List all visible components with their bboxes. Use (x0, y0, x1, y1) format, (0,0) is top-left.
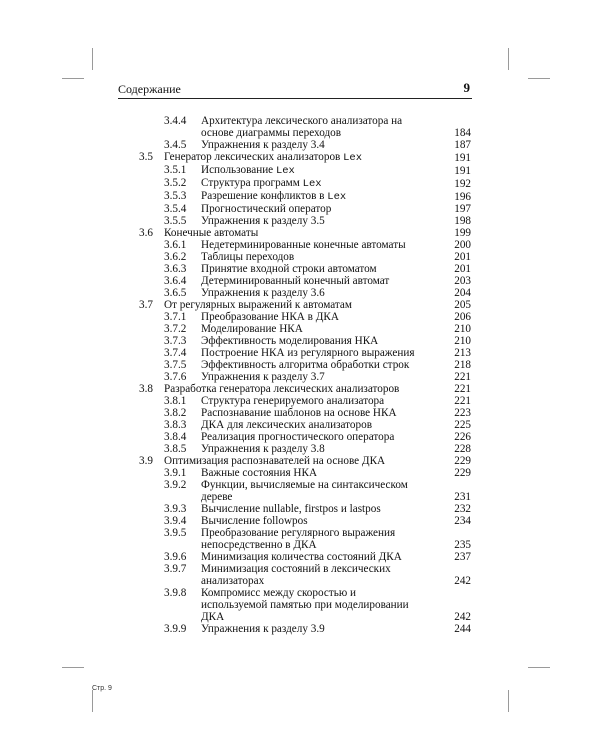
toc-entry-page: 235 (454, 539, 471, 551)
toc-entry-title-text: От регулярных выражений к автоматам (164, 299, 352, 311)
toc-entry-page: 225 (454, 419, 471, 431)
toc-subsection-entry (118, 190, 472, 203)
toc-entry-title (201, 287, 472, 299)
toc-entry-page: 199 (454, 227, 471, 239)
toc-entry-title (164, 151, 472, 164)
toc-entry-page: 229 (454, 455, 471, 467)
toc-entry-title-text: Преобразование НКА в ДКА (201, 311, 339, 323)
toc-entry-title-text: Недетерминированные конечные автоматы (201, 239, 406, 251)
toc-entry-page: 223 (454, 407, 471, 419)
toc-subsection-entry (118, 527, 472, 551)
toc-subsection-entry (118, 479, 472, 503)
toc-entry-title (201, 251, 472, 263)
toc-entry-title-text: Минимизация состояний в лексических анализаторах (201, 563, 391, 587)
toc-subsection-entry (118, 287, 472, 299)
toc-entry-number: 3.5.2 (164, 177, 187, 189)
crop-mark-left-lower (62, 667, 84, 668)
toc-entry-title (164, 383, 472, 395)
toc-entry-page: 210 (454, 335, 471, 347)
toc-entry-page: 191 (454, 152, 471, 164)
toc-entry-number: 3.9.5 (164, 527, 187, 539)
toc-entry-title (201, 587, 472, 623)
toc-entry-number: 3.9.4 (164, 515, 187, 527)
toc-entry-title (201, 335, 472, 347)
crop-mark-bottom-left (92, 690, 93, 712)
toc-entry-title (201, 215, 472, 227)
toc-subsection-entry (118, 239, 472, 251)
toc-entry-title-text: ДКА для лексических анализаторов (201, 419, 372, 431)
toc-entry-title-text: Упражнения к разделу 3.5 (201, 215, 325, 227)
toc-entry-title-text: Минимизация количества состояний ДКА (201, 551, 402, 563)
toc-entry-title (201, 563, 472, 587)
toc-entry-page: 184 (454, 127, 471, 139)
toc-entry-page: 221 (454, 371, 471, 383)
toc-entry-title (201, 515, 472, 527)
toc-entry-title-text: Оптимизация распознавателей на основе ДКА (164, 455, 386, 467)
toc-entry-number: 3.4.5 (164, 139, 187, 151)
toc-entry-title-text: Упражнения к разделу 3.7 (201, 371, 325, 383)
toc-entry-page: 197 (454, 203, 471, 215)
toc-entry-title (201, 431, 472, 443)
toc-entry-number: 3.6.5 (164, 287, 187, 299)
toc-entry-title (201, 177, 472, 190)
crop-mark-bottom-right (508, 690, 509, 712)
toc-entry-title (164, 455, 472, 467)
toc-entry-title (201, 311, 472, 323)
toc-subsection-entry (118, 335, 472, 347)
toc-entry-title (201, 275, 472, 287)
toc-entry-number: 3.9.3 (164, 503, 187, 515)
toc-entry-number: 3.9.2 (164, 479, 187, 491)
toc-entry-title-text: Прогностический оператор (201, 203, 332, 215)
toc-entry-page: 204 (454, 287, 471, 299)
toc-subsection-entry (118, 347, 472, 359)
toc-entry-title-text: Компромисс между скоростью и используемой памятью при моделировании ДКА (201, 587, 409, 623)
toc-subsection-entry (118, 371, 472, 383)
toc-entry-title-text: Структура программ (201, 177, 303, 189)
table-of-contents (118, 115, 472, 635)
toc-entry-code: Lex (275, 165, 295, 177)
toc-entry-page: 218 (454, 359, 471, 371)
toc-entry-page: 232 (454, 503, 471, 515)
toc-entry-code: Lex (327, 191, 347, 203)
toc-subsection-entry (118, 323, 472, 335)
toc-entry-title-text: Принятие входной строки автоматом (201, 263, 377, 275)
toc-subsection-entry (118, 623, 472, 635)
header-rule (118, 98, 472, 99)
toc-entry-title (201, 467, 472, 479)
toc-entry-title (201, 395, 472, 407)
crop-mark-top-left (92, 48, 93, 70)
toc-entry-title-text: Распознавание шаблонов на основе НКА (201, 407, 397, 419)
toc-entry-page: 237 (454, 551, 471, 563)
crop-mark-right-upper (528, 78, 550, 79)
toc-entry-title-text: Построение НКА из регулярного выражения (201, 347, 415, 359)
toc-entry-page: 191 (454, 165, 471, 177)
toc-section-entry (118, 299, 472, 311)
toc-entry-number: 3.7 (139, 299, 153, 311)
toc-entry-title (201, 419, 472, 431)
toc-entry-title (164, 227, 472, 239)
toc-entry-page: 226 (454, 431, 471, 443)
toc-subsection-entry (118, 395, 472, 407)
toc-subsection-entry (118, 115, 472, 139)
toc-subsection-entry (118, 407, 472, 419)
toc-entry-page: 242 (454, 575, 471, 587)
running-header (118, 80, 472, 98)
toc-entry-title-text: Использование (201, 164, 276, 176)
toc-entry-title-text: Таблицы переходов (201, 251, 295, 263)
toc-entry-number: 3.9.9 (164, 623, 187, 635)
toc-entry-page: 231 (454, 491, 471, 503)
toc-subsection-entry (118, 431, 472, 443)
toc-entry-title-text: Упражнения к разделу 3.9 (201, 623, 325, 635)
toc-entry-code: Lex (302, 178, 322, 190)
toc-entry-title (201, 407, 472, 419)
toc-entry-title (201, 139, 472, 151)
toc-entry-title (201, 347, 472, 359)
toc-entry-page: 206 (454, 311, 471, 323)
toc-entry-title-text: Упражнения к разделу 3.4 (201, 139, 325, 151)
toc-entry-title-text: Упражнения к разделу 3.8 (201, 443, 325, 455)
toc-entry-number: 3.5.3 (164, 190, 187, 202)
toc-entry-page: 201 (454, 251, 471, 263)
toc-entry-title (201, 239, 472, 251)
toc-entry-title-text: Вычисление followpos (201, 515, 308, 527)
toc-subsection-entry (118, 263, 472, 275)
toc-entry-title (201, 203, 472, 215)
toc-entry-title (201, 164, 472, 177)
toc-entry-code: Lex (343, 152, 363, 164)
toc-entry-number: 3.8.5 (164, 443, 187, 455)
toc-entry-title-text: Преобразование регулярного выражения непосредственно в ДКА (201, 527, 396, 551)
toc-subsection-entry (118, 587, 472, 623)
toc-subsection-entry (118, 443, 472, 455)
toc-entry-title (201, 623, 472, 635)
toc-entry-number: 3.7.6 (164, 371, 187, 383)
toc-entry-number: 3.5.1 (164, 164, 187, 176)
toc-entry-page: 244 (454, 623, 471, 635)
toc-subsection-entry (118, 275, 472, 287)
toc-section-entry (118, 455, 472, 467)
crop-mark-left-upper (62, 78, 84, 79)
toc-section-entry (118, 151, 472, 164)
toc-entry-title (201, 479, 472, 503)
toc-subsection-entry (118, 551, 472, 563)
toc-entry-page: 210 (454, 323, 471, 335)
toc-entry-page: 228 (454, 443, 471, 455)
toc-subsection-entry (118, 139, 472, 151)
toc-subsection-entry (118, 164, 472, 177)
toc-entry-page: 198 (454, 215, 471, 227)
toc-entry-page: 187 (454, 139, 471, 151)
footer-page-label: Стр. 9 (92, 685, 112, 692)
toc-entry-title-text: Упражнения к разделу 3.6 (201, 287, 325, 299)
toc-subsection-entry (118, 251, 472, 263)
toc-entry-number: 3.7.4 (164, 347, 187, 359)
toc-entry-page: 203 (454, 275, 471, 287)
toc-entry-page: 205 (454, 299, 471, 311)
toc-entry-number: 3.9.6 (164, 551, 187, 563)
toc-entry-title (201, 359, 472, 371)
toc-entry-page: 213 (454, 347, 471, 359)
toc-entry-title-text: Вычисление nullable, firstpos и lastpos (201, 503, 381, 515)
toc-entry-title-text: Разрешение конфликтов в (201, 190, 328, 202)
crop-mark-top-right (508, 48, 509, 70)
toc-entry-number: 3.9.8 (164, 587, 187, 599)
toc-entry-page: 192 (454, 178, 471, 190)
toc-entry-page: 221 (454, 383, 471, 395)
toc-entry-number: 3.8.1 (164, 395, 187, 407)
toc-subsection-entry (118, 311, 472, 323)
toc-entry-title-text: Эффективность моделирования НКА (201, 335, 379, 347)
toc-subsection-entry (118, 503, 472, 515)
toc-entry-title-text: Функции, вычисляемые на синтаксическом дереве (201, 479, 408, 503)
toc-entry-number: 3.6 (139, 227, 153, 239)
toc-section-entry (118, 383, 472, 395)
toc-entry-title-text: Конечные автоматы (164, 227, 259, 239)
crop-mark-right-lower (528, 667, 550, 668)
toc-entry-title-text: Генератор лексических анализаторов (164, 151, 344, 163)
toc-entry-number: 3.9 (139, 455, 153, 467)
toc-entry-page: 234 (454, 515, 471, 527)
toc-entry-number: 3.8 (139, 383, 153, 395)
toc-entry-title-text: Архитектура лексического анализатора на основе диаграммы переходов (201, 115, 403, 139)
toc-entry-number: 3.9.1 (164, 467, 187, 479)
toc-entry-number: 3.5.5 (164, 215, 187, 227)
toc-subsection-entry (118, 359, 472, 371)
toc-entry-page: 201 (454, 263, 471, 275)
toc-entry-number: 3.5.4 (164, 203, 187, 215)
toc-entry-title-text: Детерминированный конечный автомат (201, 275, 390, 287)
toc-entry-number: 3.7.3 (164, 335, 187, 347)
toc-entry-page: 229 (454, 467, 471, 479)
toc-entry-title (201, 115, 472, 139)
toc-entry-number: 3.6.3 (164, 263, 187, 275)
toc-entry-title (201, 503, 472, 515)
toc-entry-title (201, 371, 472, 383)
toc-entry-title-text: Эффективность алгоритма обработки строк (201, 359, 410, 371)
toc-subsection-entry (118, 563, 472, 587)
toc-entry-number: 3.7.5 (164, 359, 187, 371)
toc-entry-page: 200 (454, 239, 471, 251)
header-page-number: 9 (463, 80, 470, 95)
toc-entry-number: 3.6.2 (164, 251, 187, 263)
toc-subsection-entry (118, 515, 472, 527)
toc-entry-title (164, 299, 472, 311)
toc-subsection-entry (118, 419, 472, 431)
toc-entry-title-text: Структура генерируемого анализатора (201, 395, 385, 407)
toc-entry-number: 3.8.3 (164, 419, 187, 431)
toc-entry-title (201, 551, 472, 563)
toc-entry-title (201, 527, 472, 551)
toc-entry-number: 3.8.2 (164, 407, 187, 419)
toc-entry-title-text: Важные состояния НКА (201, 467, 318, 479)
toc-entry-number: 3.7.2 (164, 323, 187, 335)
toc-entry-title (201, 190, 472, 203)
toc-entry-number: 3.4.4 (164, 115, 187, 127)
toc-entry-number: 3.7.1 (164, 311, 187, 323)
toc-entry-number: 3.8.4 (164, 431, 187, 443)
toc-entry-number: 3.5 (139, 151, 153, 163)
toc-entry-number: 3.6.4 (164, 275, 187, 287)
toc-entry-title-text: Разработка генератора лексических анализаторов (164, 383, 400, 395)
toc-section-entry (118, 227, 472, 239)
toc-entry-title-text: Реализация прогностического оператора (201, 431, 395, 443)
toc-entry-title (201, 263, 472, 275)
toc-entry-number: 3.6.1 (164, 239, 187, 251)
toc-subsection-entry (118, 177, 472, 190)
toc-entry-page: 242 (454, 611, 471, 623)
toc-entry-page: 196 (454, 191, 471, 203)
toc-subsection-entry (118, 203, 472, 215)
toc-entry-title (201, 443, 472, 455)
toc-entry-title-text: Моделирование НКА (201, 323, 303, 335)
toc-entry-title (201, 323, 472, 335)
toc-subsection-entry (118, 467, 472, 479)
toc-entry-number: 3.9.7 (164, 563, 187, 575)
toc-entry-page: 221 (454, 395, 471, 407)
header-title: Содержание (118, 82, 181, 96)
toc-subsection-entry (118, 215, 472, 227)
